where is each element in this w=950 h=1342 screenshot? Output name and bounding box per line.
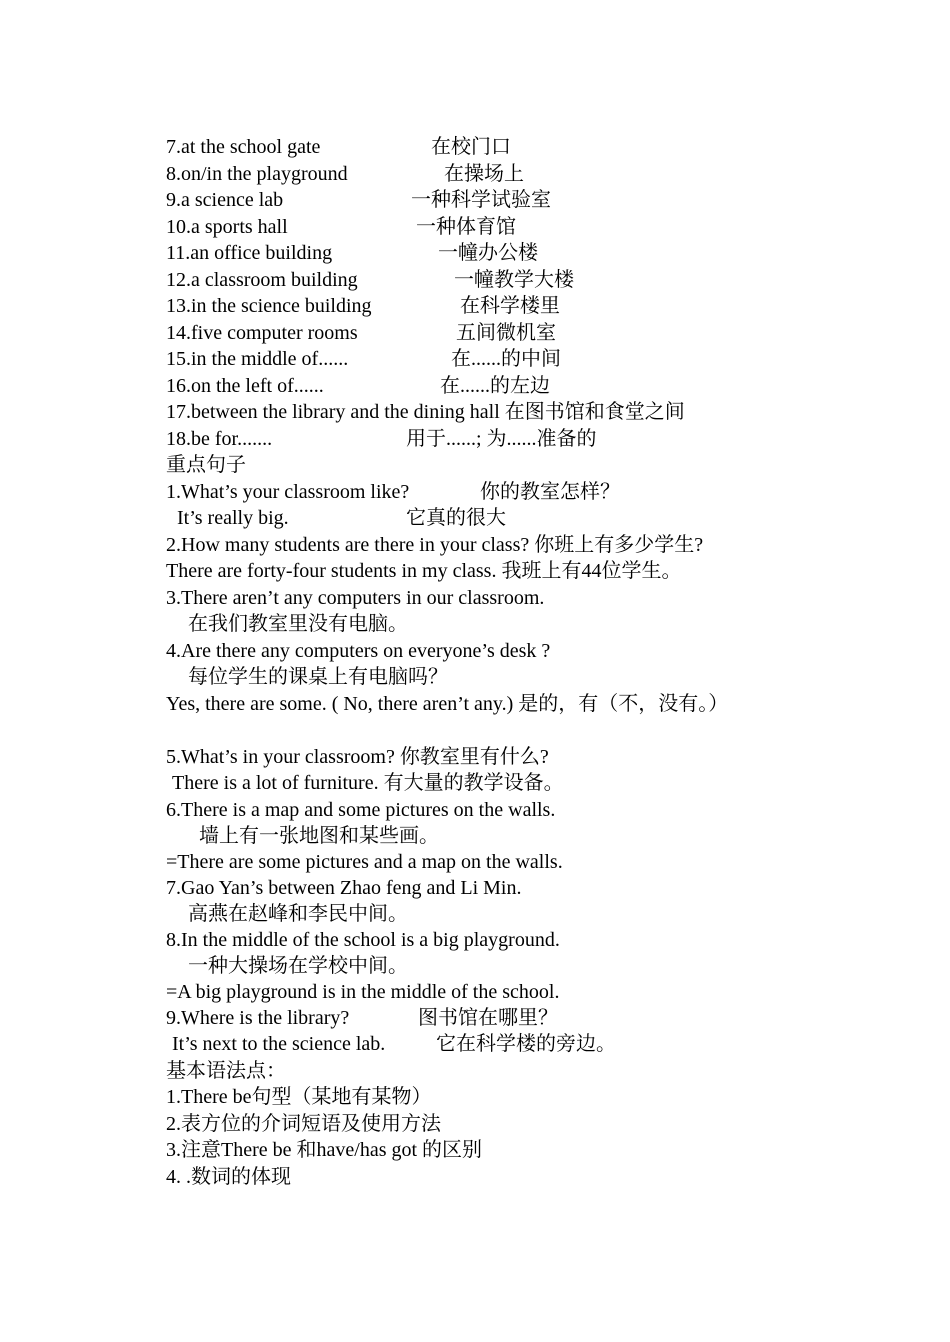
phrase-row: [166, 214, 786, 241]
phrase-en: 9.a science lab: [166, 189, 284, 211]
sentence-en: It’s really big.: [177, 507, 289, 529]
phrase-row: [166, 373, 786, 400]
phrase-zh: 五间微机室: [456, 321, 556, 344]
sentence-line: 4.Are there any computers on everyone’s desk ?: [166, 639, 551, 662]
sentence-line: [166, 1031, 786, 1058]
sentence-line: 2.How many students are there in your class? 你班上有多少学生?: [166, 533, 704, 556]
phrase-row: [166, 240, 786, 267]
sentence-en: It’s next to the science lab.: [172, 1033, 386, 1055]
sentence-line: 每位学生的课桌上有电脑吗？: [188, 666, 448, 688]
phrase-row: [166, 346, 786, 373]
phrase-en: 10.a sports hall: [166, 215, 288, 238]
sentence-zh: 你的教室怎样？: [480, 480, 620, 503]
sentence-line: 7.Gao Yan’s between Zhao feng and Li Min.: [166, 876, 522, 899]
sentence-line: 5.What’s in your classroom? 你教室里有什么?: [166, 745, 549, 768]
sentence-line: 一种大操场在学校中间。: [188, 954, 408, 977]
section-heading-grammar: 基本语法点：: [166, 1059, 286, 1082]
phrase-zh: 一种科学试验室: [411, 189, 551, 211]
sentence-line: 高燕在赵峰和李民中间。: [188, 902, 408, 925]
phrase-en: 8.on/in the playground: [166, 162, 348, 185]
grammar-item: 1.There be句型（某地有某物）: [166, 1086, 432, 1108]
section-heading-sentences: 重点句子: [166, 454, 246, 476]
sentence-zh: 图书馆在哪里？: [418, 1006, 558, 1029]
sentence-line: [166, 505, 786, 532]
sentence-line: [166, 1005, 786, 1032]
sentence-line: 6.There is a map and some pictures on the walls.: [166, 798, 556, 821]
phrase-zh: 在操场上: [444, 162, 524, 185]
sentence-line: =There are some pictures and a map on the walls.: [166, 850, 563, 873]
sentence-en: 9.Where is the library?: [166, 1006, 350, 1029]
phrase-en: 18.be for.......: [166, 427, 273, 450]
phrase-en: 16.on the left of......: [166, 374, 324, 397]
phrase-zh: 在......的左边: [440, 374, 550, 397]
phrase-zh: 一幢教学大楼: [454, 268, 574, 291]
phrase-zh: 一种体育馆: [416, 215, 516, 238]
sentence-line: Yes, there are some. ( No, there aren’t any.) 是的，有（不，没有。）: [166, 692, 729, 715]
phrase-en: 12.a classroom building: [166, 268, 358, 291]
phrase-zh: 用于......; 为......准备的: [406, 427, 597, 450]
phrase-zh: 在......的中间: [451, 348, 561, 370]
phrase-zh: 在科学楼里: [460, 295, 560, 317]
phrase-row: [166, 134, 786, 161]
sentence-line: 在我们教室里没有电脑。: [188, 613, 408, 635]
phrase-en: 11.an office building: [166, 242, 333, 264]
phrase-en: 15.in the middle of......: [166, 348, 349, 370]
phrase-en: 14.five computer rooms: [166, 321, 358, 344]
sentence-line: There is a lot of furniture. 有大量的教学设备。: [172, 772, 564, 794]
sentence-line: [166, 479, 786, 506]
grammar-item: 4. .数词的体现: [166, 1165, 291, 1188]
sentence-line: 墙上有一张地图和某些画。: [199, 824, 439, 847]
phrase-row: [166, 187, 786, 214]
grammar-item: 3.注意There be 和have/has got 的区别: [166, 1139, 483, 1161]
sentence-line: There are forty-four students in my class. 我班上有44位学生。: [166, 560, 682, 582]
grammar-item: 2.表方位的介词短语及使用方法: [166, 1112, 441, 1135]
sentence-en: 1.What’s your classroom like?: [166, 480, 410, 503]
phrase-row: [166, 267, 786, 294]
phrase-row: [166, 426, 786, 453]
phrase-row: [166, 161, 786, 188]
phrase-en: 17.between the library and the dining hall 在图书馆和食堂之间: [166, 401, 685, 423]
sentence-zh: 它在科学楼的旁边。: [436, 1033, 616, 1055]
sentence-line: 3.There aren’t any computers in our classroom.: [166, 586, 545, 609]
phrase-en: 7.at the school gate: [166, 136, 321, 158]
phrase-row: [166, 293, 786, 320]
phrase-en: 13.in the science building: [166, 295, 372, 317]
phrase-zh: 在校门口: [431, 136, 511, 158]
sentence-zh: 它真的很大: [406, 507, 506, 529]
sentence-line: 8.In the middle of the school is a big playground.: [166, 928, 560, 951]
phrase-row: [166, 320, 786, 347]
document-body: [166, 134, 786, 1190]
phrase-zh: 一幢办公楼: [438, 242, 538, 264]
phrase-row: [166, 399, 786, 426]
sentence-line: =A big playground is in the middle of the school.: [166, 980, 560, 1003]
